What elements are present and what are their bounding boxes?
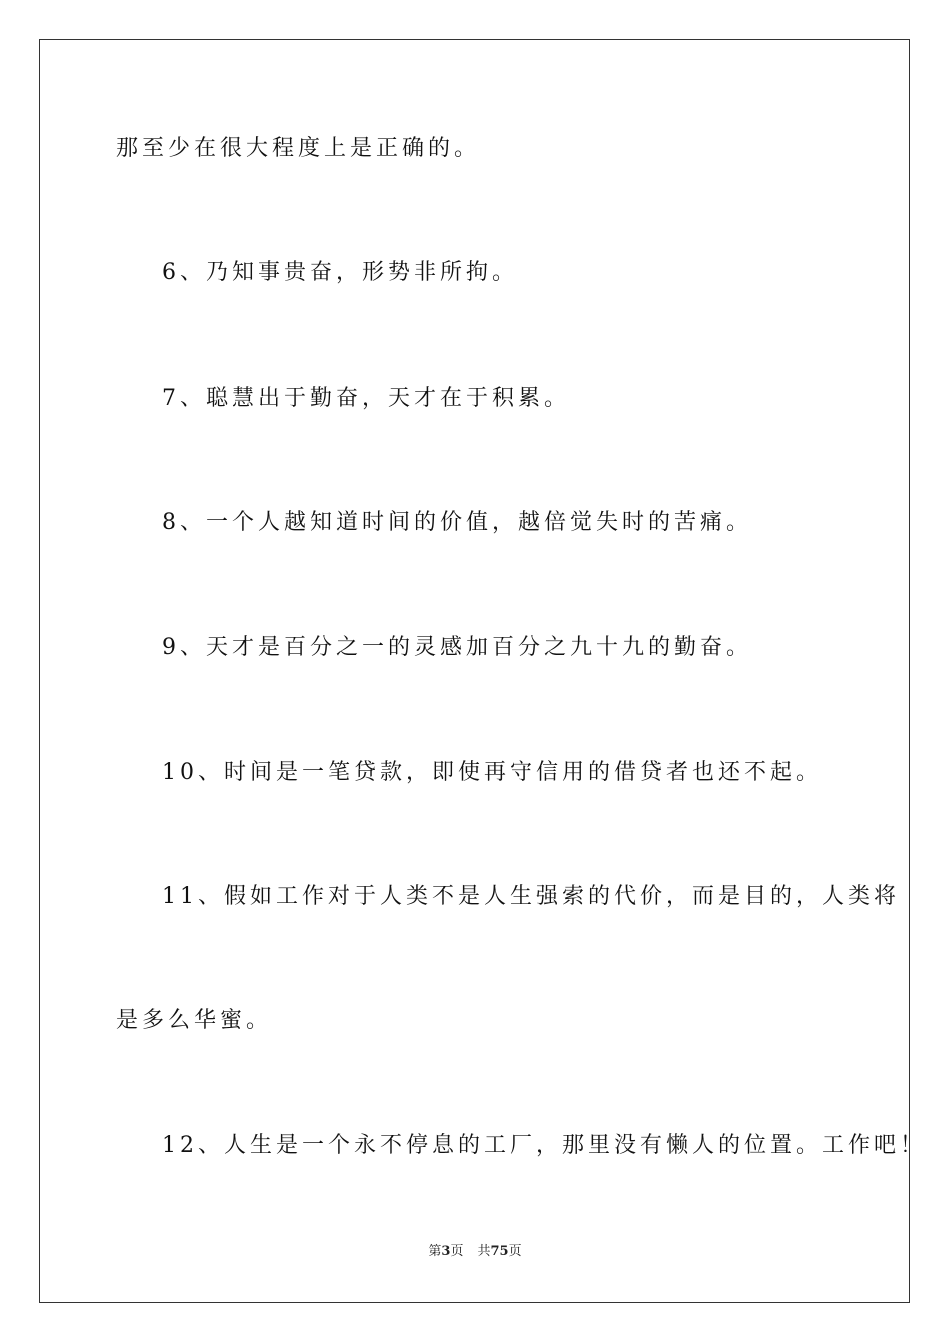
quote-11-line-1: 11、假如工作对于人类不是人生强索的代价，而是目的，人类将 <box>162 884 900 909</box>
page-border <box>39 39 910 1303</box>
total-suffix: 页 <box>508 1244 522 1259</box>
page-footer <box>0 1240 950 1259</box>
quote-12: 12、人生是一个永不停息的工厂，那里没有懒人的位置。工作吧！ <box>162 1133 926 1158</box>
current-page-number: 3 <box>441 1244 451 1259</box>
page-suffix: 页 <box>450 1244 464 1259</box>
quote-7: 7、聪慧出于勤奋，天才在于积累。 <box>162 386 570 411</box>
quote-6: 6、乃知事贵奋，形势非所拘。 <box>162 260 518 285</box>
total-page-count: 75 <box>490 1244 509 1259</box>
total-prefix: 共 <box>477 1244 491 1259</box>
quote-10: 10、时间是一笔贷款，即使再守信用的借贷者也还不起。 <box>162 760 822 785</box>
quote-9: 9、天才是百分之一的灵感加百分之九十九的勤奋。 <box>162 635 752 660</box>
page-prefix: 第 <box>428 1244 442 1259</box>
paragraph-continuation: 那至少在很大程度上是正确的。 <box>116 136 481 161</box>
quote-11-line-2: 是多么华蜜。 <box>116 1008 273 1033</box>
quote-8: 8、一个人越知道时间的价值，越倍觉失时的苦痛。 <box>162 510 752 535</box>
